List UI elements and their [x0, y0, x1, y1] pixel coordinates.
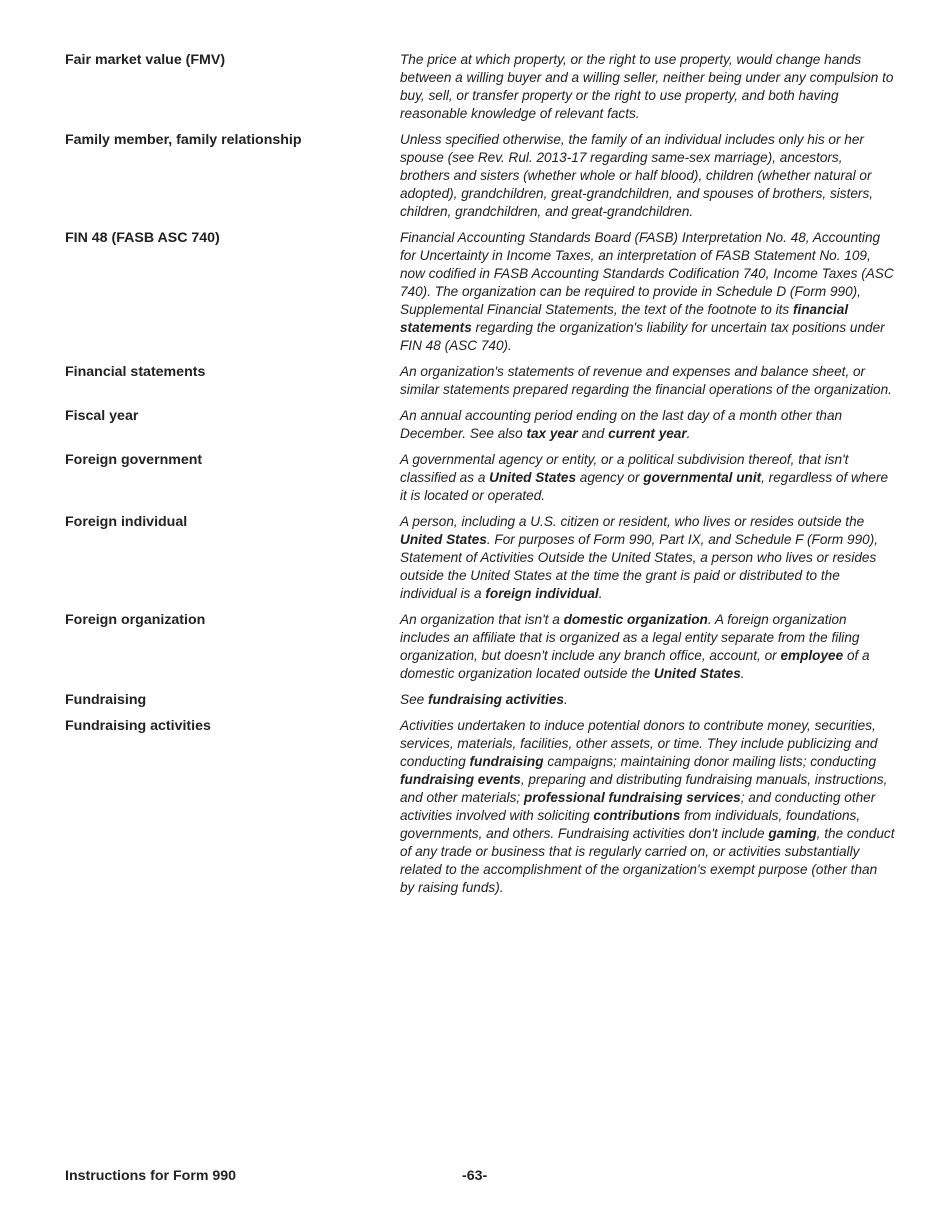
defined-term-reference: fundraising [469, 754, 544, 769]
glossary-list [65, 51, 895, 905]
defined-term-reference: United States [400, 532, 487, 547]
definition-text: and [577, 426, 609, 441]
definition-text: . A foreign organization includes an affiliate that is organized as a legal entity separate from the filing organization, but doesn't include any branch office, account, or [400, 612, 860, 663]
definition-text: regarding the organization's liability for uncertain tax positions under FIN 48 (ASC 740). [400, 320, 885, 353]
glossary-entry [65, 229, 895, 355]
glossary-term: Fundraising [65, 692, 147, 708]
glossary-entry [65, 363, 895, 399]
definition-text: The price at which property, or the right to use property, would change hands between a willing buyer and a willing seller, neither being under any compulsion to buy, sell, or transfer property or the right to use property, and both having reasonable knowledge of relevant facts. [400, 52, 894, 121]
defined-term-reference: employee [780, 648, 844, 663]
glossary-definition [400, 611, 895, 683]
defined-term-reference: financial statements [400, 302, 849, 335]
defined-term-reference: United States [653, 666, 741, 681]
defined-term-reference: governmental unit [643, 470, 762, 485]
defined-term-reference: fundraising events [400, 772, 521, 787]
definition-text: Financial Accounting Standards Board (FASB) Interpretation No. 48, Accounting for Uncertainty in Income Taxes, an interpretation of FASB Statement No. 109, now codified in FASB Accounting Standards Codification 740, Income Taxes (ASC 740). The organization can be required to provide in Schedule D (Form 990), Supplemental Financial Statements, the text of the footnote to its [400, 230, 894, 317]
glossary-entry [65, 407, 895, 443]
definition-text: An organization's statements of revenue and expenses and balance sheet, or similar statements prepared regarding the financial operations of the organization. [400, 364, 892, 397]
defined-term-reference: tax year [526, 426, 578, 441]
defined-term-reference: professional fundraising services [523, 790, 741, 805]
definition-text: , preparing and distributing fundraising manuals, instructions, and other materials; [400, 772, 888, 805]
glossary-entry [65, 513, 895, 603]
glossary-definition [400, 407, 895, 443]
defined-term-reference: foreign individual [485, 586, 599, 601]
glossary-term: Foreign organization [65, 612, 206, 628]
glossary-term: Fiscal year [65, 408, 139, 424]
defined-term-reference: United States [489, 470, 577, 485]
glossary-entry [65, 717, 895, 897]
definition-text: . [740, 666, 745, 681]
footer-form-title: Instructions for Form 990 [65, 1168, 237, 1184]
glossary-definition [400, 451, 895, 505]
definition-text: Activities undertaken to induce potential donors to contribute money, securities, services, materials, facilities, other assets, or time. They include publicizing and conducting [400, 718, 878, 769]
definition-text: campaigns; maintaining donor mailing lists; conducting [543, 754, 877, 769]
glossary-definition [400, 691, 895, 709]
defined-term-reference: domestic organization [563, 612, 708, 627]
glossary-definition [400, 363, 895, 399]
definition-text: . For purposes of Form 990, Part IX, and Schedule F (Form 990), Statement of Activities Outside the United States, a person who lives or resides outside the United States at the time the grant is paid or distributed to the individual is a [400, 532, 878, 601]
glossary-definition [400, 51, 895, 123]
glossary-entry [65, 51, 895, 123]
glossary-term: Fundraising activities [65, 718, 211, 734]
definition-text: from individuals, foundations, governments, and others. Fundraising activities don't include [400, 808, 861, 841]
glossary-entry [65, 691, 895, 709]
glossary-term: FIN 48 (FASB ASC 740) [65, 230, 220, 246]
glossary-definition [400, 717, 895, 897]
definition-text: An annual accounting period ending on the last day of a month other than December. See also [400, 408, 843, 441]
glossary-entry [65, 451, 895, 505]
definition-text: agency or [576, 470, 644, 485]
glossary-definition [400, 513, 895, 603]
defined-term-reference: current year [608, 426, 687, 441]
definition-text: ; and conducting other activities involved with soliciting [400, 790, 876, 823]
glossary-term: Foreign individual [65, 514, 188, 530]
glossary-term: Foreign government [65, 452, 203, 468]
glossary-definition [400, 229, 895, 355]
defined-term-reference: fundraising activities [427, 692, 564, 707]
glossary-term: Fair market value (FMV) [65, 52, 226, 68]
glossary-definition [400, 131, 895, 221]
definition-text: , the conduct of any trade or business that is regularly carried on, or activities substantially related to the accomplishment of the organization's exempt purpose (other than by raising funds). [400, 826, 895, 895]
glossary-entry [65, 611, 895, 683]
definition-text: See [400, 692, 428, 707]
definition-text: An organization that isn't a [400, 612, 564, 627]
definition-text: Unless specified otherwise, the family of an individual includes only his or her spouse (see Rev. Rul. 2013-17 regarding same-sex marriage), ancestors, brothers and sisters (whether whole or half blood), children (whether natural or adopted), grandchildren, great-grandchildren, and spouses of brothers, sisters, children, grandchildren, and great-grandchildren. [400, 132, 874, 219]
definition-text: . [563, 692, 568, 707]
definition-text: , regardless of where it is located or operated. [400, 470, 889, 503]
glossary-entry [65, 131, 895, 221]
footer-page-number: -63- [462, 1168, 488, 1184]
definition-text: . [686, 426, 691, 441]
glossary-term: Financial statements [65, 364, 206, 380]
definition-text: A person, including a U.S. citizen or resident, who lives or resides outside the [400, 514, 865, 529]
defined-term-reference: contributions [593, 808, 681, 823]
definition-text: A governmental agency or entity, or a political subdivision thereof, that isn't classified as a [400, 452, 849, 485]
definition-text: of a domestic organization located outside the [400, 648, 870, 681]
defined-term-reference: gaming [768, 826, 817, 841]
definition-text: . [598, 586, 603, 601]
glossary-term: Family member, family relationship [65, 132, 302, 148]
